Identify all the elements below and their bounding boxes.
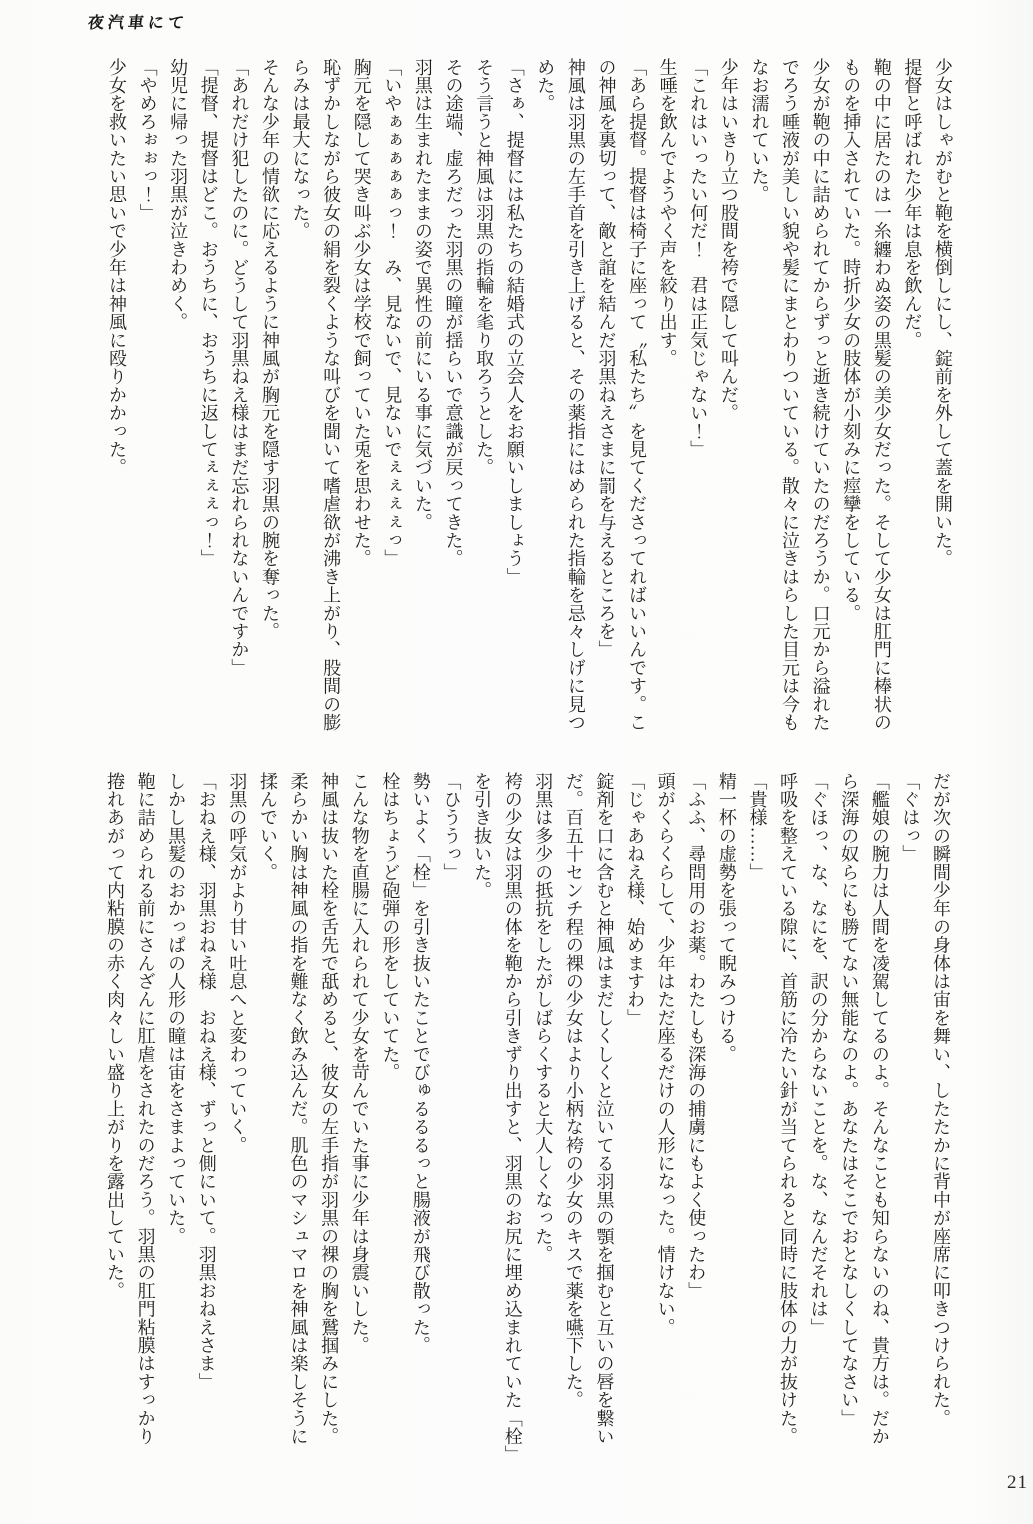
paragraph: 胸元を隠して哭き叫ぶ少女は学校で飼っていた兎を思わせた。	[351, 58, 372, 568]
page-number: 21	[1007, 1472, 1028, 1493]
paragraph: だが次の瞬間少年の身体は宙を舞い、したたかに背中が座席に叩きつけられた。	[931, 772, 951, 1428]
paragraph: 錠剤を口に含むと神風はまだしくしくと泣いてる羽黒の顎を掴むと互いの唇を繋いだ。百五十センチ程の裸の少女はより小柄な袴の少女のキスで薬を嚥下した。	[563, 772, 615, 1446]
paragraph: 「これはいったい何だ！ 君は正気じゃない！」	[688, 58, 709, 459]
paragraph: 神風は抜いた栓を舌先で舐めると、彼女の左手指が羽黒の裸の胸を鷲掴みにした。柔らかい胸は神風の指を難なく飲み込んだ。肌色のマシュマロを神風は楽しそうに揉んでいく。	[257, 772, 340, 1446]
paragraph: 鞄に詰められる前にさんざんに肛虐をされたのだろう。羽黒の肛門粘膜はすっかり捲れあがって内粘膜の赤く肉々しい盛り上がりを露出していた。	[104, 772, 156, 1446]
paragraph: そんな少年の情欲に応えるように神風が胸元を隠す羽黒の腕を奪った。	[259, 58, 280, 641]
paragraph: しかし黒髪のおかっぱの人形の瞳は宙をさまよっていた。	[166, 772, 187, 1246]
paragraph: 「いやぁぁぁぁぁっ！ み、見ないで、見ないでぇぇぇぇっ」	[382, 58, 403, 568]
text-block-bottom	[99, 772, 956, 1458]
paragraph: こんな物を直腸に入れられて少女を苛んでいた事に少年は身震いした。	[349, 772, 370, 1355]
paragraph: 生唾を飲んでようやく声を絞り出す。	[657, 58, 678, 368]
paragraph: 少女が鞄の中に詰められてからずっと逝き続けていたのだろうか。口元から溢れたでろう唾液が美しい貌や髪にまとわりついている。散々に泣きはらした目元は今もなお濡れていた。	[749, 58, 831, 732]
paragraph: 恥ずかしながら彼女の絹を裂くような叫びを聞いて嗜虐欲が沸き上がり、股間の膨らみは最大になった。	[290, 58, 342, 732]
paragraph: 頭がくらくらして、少年はただ座るだけの人形になった。情けない。	[655, 772, 676, 1337]
paragraph: 鞄の中に居たのは一糸纏わぬ姿の黒髪の美少女だった。そして少女は肛門に棒状のものを挿入されていた。時折少女の肢体が小刻みに痙攣をしている。	[841, 58, 892, 732]
paragraph: 「やめろぉぉっ！」	[137, 58, 158, 222]
paragraph: 「さぁ、提督には私たちの結婚式の立会人をお願いしましょう」	[504, 58, 525, 586]
paragraph: その途端、虚ろだった羽黒の瞳が揺らいで意識が戻ってきた。	[443, 58, 464, 568]
paragraph: そう言うと神風は羽黒の指輪を毟り取ろうとした。	[474, 58, 495, 477]
paragraph: 「ひううっ」	[441, 772, 462, 882]
paragraph: 少年はいきり立つ股間を袴で隠して叫んだ。	[718, 58, 739, 422]
paragraph: 栓はちょうど砲弾の形をしていてた。	[380, 772, 401, 1082]
paragraph: 「あれだけ犯したのに。どうして羽黒ねえ様はまだ忘れられないんですか」	[229, 58, 250, 677]
paragraph: 「ぐはっ」	[900, 772, 921, 863]
paragraph: 袴の少女は羽黒の体を鞄から引きずり出すと、羽黒のお尻に埋め込まれていた「栓」を引き抜いた。	[472, 772, 523, 1455]
paragraph: 勢いよく「栓」を引き抜いたことでびゅるるるっと腸液が飛び散った。	[410, 772, 431, 1355]
paragraph: 「提督、提督はどこ。おうちに、おうちに返してぇぇぇっ！」	[198, 58, 219, 568]
paragraph: 「ぐほっ、な、なにを、訳の分からないことを。な、なんだそれは」	[808, 772, 829, 1337]
paragraph: 少女を救いたい思いで少年は神風に殴りかかった。	[106, 58, 127, 477]
paragraph: 呼吸を整えている隙に、首筋に冷たい針が当てられると同時に肢体の力が抜けた。	[778, 772, 799, 1446]
paragraph: 「艦娘の腕力は人間を凌駕してるのよ。そんなことも知らないのね、貴方は。だから深海の奴らにも勝てない無能なのよ。あなたはそこでおとなしくしてなさい」	[839, 772, 890, 1446]
paragraph: 羽黒は生まれたままの姿で異性の前にいる事に気づいた。	[412, 58, 433, 532]
paragraph: 提督と呼ばれた少年は息を飲んだ。	[902, 58, 923, 350]
paragraph: 幼児に帰った羽黒が泣きわめく。	[168, 58, 189, 331]
paragraph: 「貴様……」	[747, 772, 768, 882]
paragraph: 羽黒は多少の抵抗をしたがしばらくすると大人しくなった。	[533, 772, 554, 1264]
text-block-top	[101, 58, 958, 744]
paragraph: 「おねえ様、羽黒おねえ様 おねえ様、ずっと側にいて。羽黒おねえさま」	[196, 772, 217, 1391]
paragraph: 精一杯の虚勢を張って睨みつける。	[716, 772, 737, 1064]
paragraph: 神風は羽黒の左手首を引き上げると、その薬指にはめられた指輪を忌々しげに見つめた。	[535, 58, 586, 732]
paragraph: 少女はしゃがむと鞄を横倒しにし、錠前を外して蓋を開いた。	[933, 58, 953, 568]
page-header-title: 夜汽車にて	[86, 15, 189, 32]
paragraph: 羽黒の呼気がより甘い吐息へと変わっていく。	[227, 772, 248, 1155]
paragraph: 「ふふ、尋問用のお薬。わたしも深海の捕虜にもよく使ったわ」	[686, 772, 707, 1300]
paragraph: 「あら提督。提督は椅子に座って〝私たち〟を見てくださってればいいんです。この神風を裏切って、敵と誼を結んだ羽黒ねえさまに罰を与えるところを」	[596, 58, 648, 732]
paragraph: 「じゃあねえ様、始めますわ」	[625, 772, 646, 1027]
